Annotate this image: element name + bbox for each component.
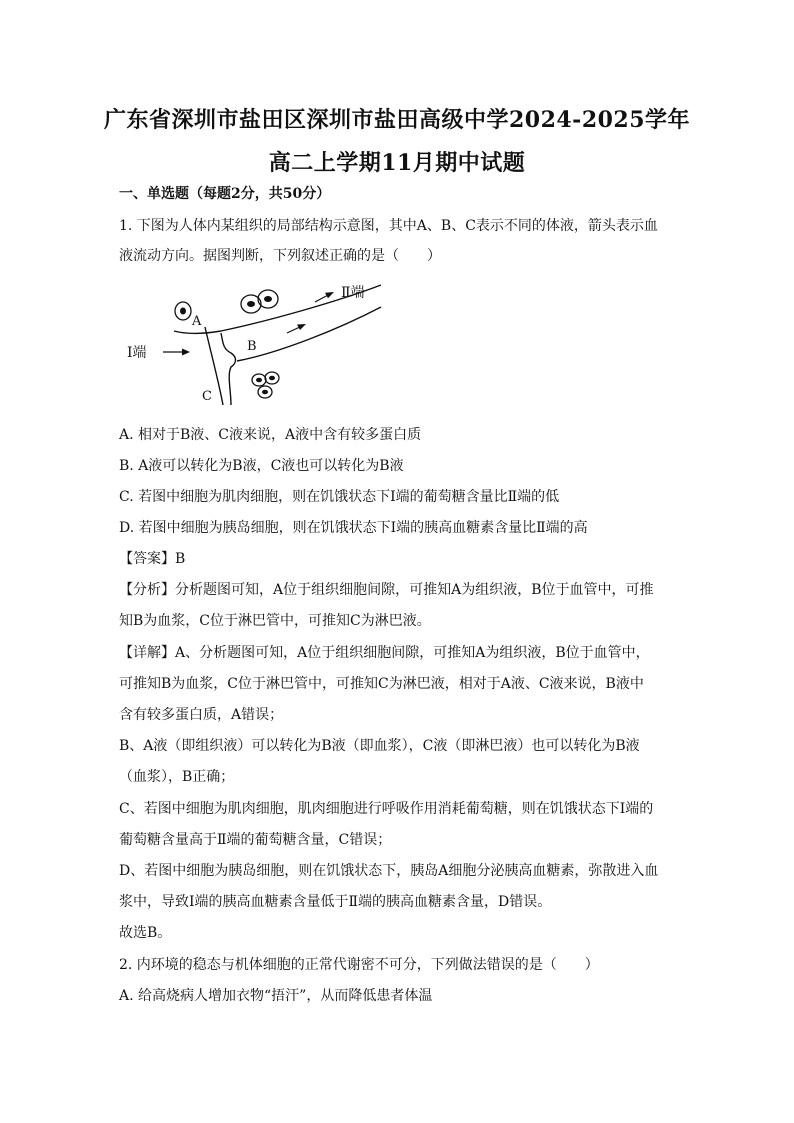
q1-analysis-line2: 知B为血浆，C位于淋巴管中，可推知C为淋巴液。 — [119, 613, 431, 629]
q1-detail-line2: 可推知B为血浆，C位于淋巴管中，可推知C为淋巴液，相对于A液、C液来说，B液中 — [119, 676, 644, 692]
q1-detail-line6: C、若图中细胞为肌肉细胞，肌肉细胞进行呼吸作用消耗葡萄糖，则在饥饿状态下Ⅰ端的 — [119, 801, 654, 817]
q1-analysis-line1: 【分析】分析题图可知，A位于组织细胞间隙，可推知A为组织液，B位于血管中，可推 — [119, 582, 654, 598]
label-b: B — [247, 339, 257, 354]
q1-stem-line1: 1. 下图为人体内某组织的局部结构示意图，其中A、B、C表示不同的体液，箭头表示血 — [119, 218, 658, 234]
q1-option-b: B. A液可以转化为B液，C液也可以转化为B液 — [119, 458, 404, 474]
q1-conclusion: 故选B。 — [119, 925, 172, 941]
section-heading: 一、单选题（每题2分，共50分） — [119, 186, 331, 202]
q1-answer: 【答案】B — [119, 551, 186, 567]
q1-detail-line9: 浆中，导致Ⅰ端的胰高血糖素含量低于Ⅱ端的胰高血糖素含量，D错误。 — [119, 894, 552, 910]
q2-stem: 2. 内环境的稳态与机体细胞的正常代谢密不可分，下列做法错误的是（ ） — [119, 957, 599, 973]
q1-stem-line2: 液流动方向。据图判断，下列叙述正确的是（ ） — [119, 248, 441, 264]
label-a: A — [192, 314, 202, 329]
q1-detail-line8: D、若图中细胞为胰岛细胞，则在饥饿状态下，胰岛A细胞分泌胰高血糖素，弥散进入血 — [119, 863, 659, 879]
document-title-line1: 广东省深圳市盐田区深圳市盐田高级中学2024-2025学年 — [103, 107, 691, 133]
q1-detail-line4: B、A液（即组织液）可以转化为B液（即血浆），C液（即淋巴液）也可以转化为B液 — [119, 738, 640, 754]
label-end1: Ⅰ端 — [127, 345, 147, 361]
label-end2: Ⅱ端 — [341, 285, 365, 301]
q1-detail-line3: 含有较多蛋白质，A错误； — [119, 707, 284, 723]
q1-option-c: C. 若图中细胞为肌肉细胞，则在饥饿状态下Ⅰ端的葡萄糖含量比Ⅱ端的低 — [119, 489, 560, 505]
q1-detail-line1: 【详解】A、分析题图可知，A位于组织细胞间隙，可推知A为组织液，B位于血管中， — [119, 645, 650, 661]
document-title-line2: 高二上学期11月期中试题 — [268, 150, 526, 176]
q1-detail-line5: （血浆），B正确； — [119, 769, 235, 785]
q2-option-a: A. 给高烧病人增加衣物“捂汗”，从而降低患者体温 — [119, 988, 433, 1004]
q1-option-a: A. 相对于B液、C液来说，A液中含有较多蛋白质 — [119, 427, 422, 443]
q1-option-d: D. 若图中细胞为胰岛细胞，则在饥饿状态下Ⅰ端的胰高血糖素含量比Ⅱ端的高 — [119, 520, 588, 536]
q1-detail-line7: 葡萄糖含量高于Ⅱ端的葡萄糖含量，C错误； — [119, 832, 392, 848]
label-c: C — [202, 389, 212, 404]
tissue-structure-diagram — [119, 283, 409, 408]
